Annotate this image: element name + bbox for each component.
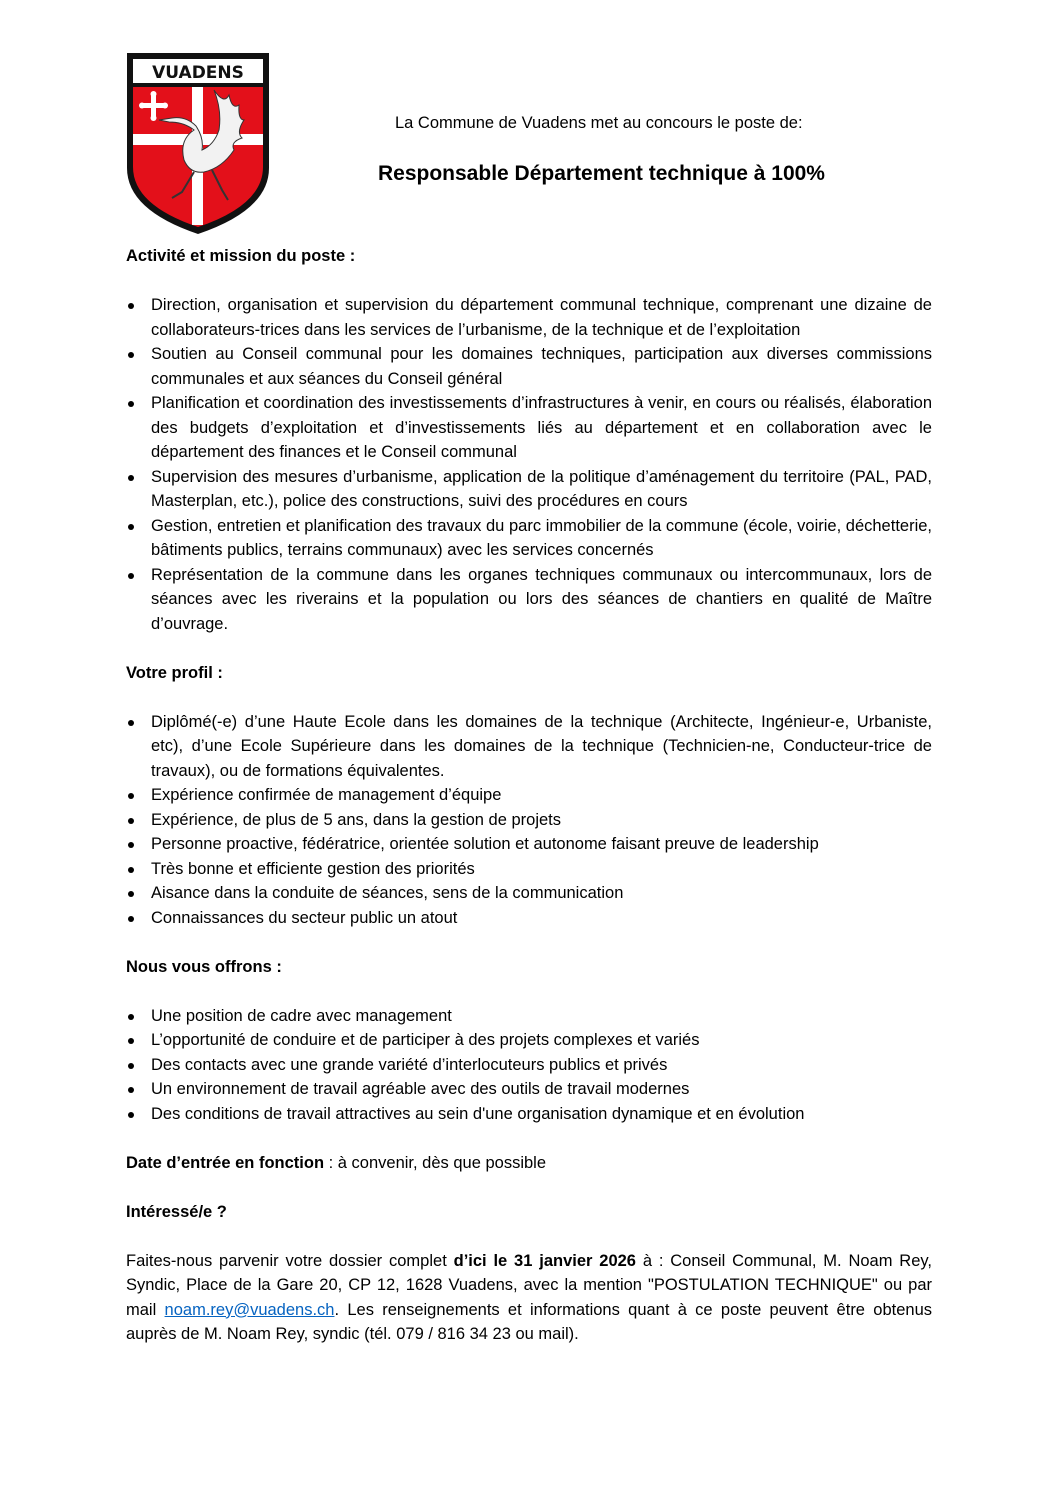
bullet-icon <box>128 475 134 481</box>
list-item: Gestion, entretien et planification des travaux du parc immobilier de la commune (école, voirie, déchetterie, bâtiments publics, terrains communaux) avec les services concernés <box>126 514 932 563</box>
bullet-icon <box>128 1038 134 1044</box>
bullet-icon <box>128 891 134 897</box>
bullet-icon <box>128 1112 134 1118</box>
logo-label: VUADENS <box>152 63 244 83</box>
list-item: Direction, organisation et supervision du département communal technique, comprenant une dizaine de collaborateurs-trices dans les services de l’urbanisme, de la technique et de l’exploitation <box>126 293 932 342</box>
list-item: Soutien au Conseil communal pour les domaines techniques, participation aux diverses commissions communales et aux séances du Conseil général <box>126 342 932 391</box>
list-item: Supervision des mesures d’urbanisme, application de la politique d’aménagement du territoire (PAL, PAD, Masterplan, etc.), police des constructions, suivi des procédures en cours <box>126 465 932 514</box>
list-item: Personne proactive, fédératrice, orientée solution et autonome faisant preuve de leadership <box>126 832 932 857</box>
bullet-icon <box>128 573 134 579</box>
start-date-label: Date d’entrée en fonction <box>126 1153 325 1172</box>
list-item: Représentation de la commune dans les organes techniques communaux ou intercommunaux, lors de séances avec les riverains et la population ou lors des séances de chantiers en qualité de Maître d’ouvrage. <box>126 563 932 637</box>
section-heading-activity: Activité et mission du poste : <box>126 247 356 265</box>
start-date-value: : à convenir, dès que possible <box>324 1153 547 1172</box>
bullet-icon <box>128 818 134 824</box>
start-date <box>126 1151 932 1176</box>
list-item: Des conditions de travail attractives au sein d'une organisation dynamique et en évolution <box>126 1102 932 1127</box>
list-item: Planification et coordination des investissements d’infrastructures à venir, en cours ou réalisés, élaboration des budgets d’exploitation et d’investissements liés au département et en collaboration avec le département des finances et le Conseil communal <box>126 391 932 465</box>
section-heading-interested: Intéressé/e ? <box>126 1202 227 1221</box>
document-body <box>126 244 932 1347</box>
list-item: Très bonne et efficiente gestion des priorités <box>126 857 932 882</box>
section-heading-profile: Votre profil : <box>126 663 223 682</box>
offer-list <box>126 1004 932 1127</box>
bullet-icon <box>128 842 134 848</box>
bullet-icon <box>128 401 134 407</box>
list-item: Expérience confirmée de management d’équipe <box>126 783 932 808</box>
job-title: Responsable Département technique à 100% <box>378 162 825 185</box>
bullet-icon <box>128 524 134 530</box>
email-link[interactable]: noam.rey@vuadens.ch <box>164 1300 335 1319</box>
bullet-icon <box>128 867 134 873</box>
bullet-icon <box>128 1063 134 1069</box>
list-item: L’opportunité de conduire et de participer à des projets complexes et variés <box>126 1028 932 1053</box>
bullet-icon <box>128 793 134 799</box>
profile-list <box>126 710 932 931</box>
bullet-icon <box>128 303 134 309</box>
list-item: Des contacts avec une grande variété d’interlocuteurs publics et privés <box>126 1053 932 1078</box>
coat-of-arms-icon <box>124 50 272 236</box>
list-item: Diplômé(-e) d’une Haute Ecole dans les domaines de la technique (Architecte, Ingénieur-e, Urbaniste, etc), d’une Ecole Supérieure dans les domaines de la technique (Technicien-ne, Conducteur-trice de travaux), ou de formations équivalentes. <box>126 710 932 784</box>
vuadens-coat-of-arms-logo <box>124 50 272 236</box>
intro-text: La Commune de Vuadens met au concours le poste de: <box>395 114 803 132</box>
list-item: Une position de cadre avec management <box>126 1004 932 1029</box>
bullet-icon <box>128 1087 134 1093</box>
list-item: Un environnement de travail agréable avec des outils de travail modernes <box>126 1077 932 1102</box>
application-instructions: Faites-nous parvenir votre dossier complet d’ici le 31 janvier 2026 à : Conseil Communal, M. Noam Rey, Syndic, Place de la Gare 20, CP 12, 1628 Vuadens, avec la mention "POSTULATION TECHNIQUE" ou par mail noam.rey@vuadens.ch. Les renseignements et informations quant à ce poste peuvent être obtenus auprès de M. Noam Rey, syndic (tél. 079 / 816 34 23 ou mail). <box>126 1251 932 1343</box>
bullet-icon <box>128 1014 134 1020</box>
list-item: Aisance dans la conduite de séances, sens de la communication <box>126 881 932 906</box>
list-item: Expérience, de plus de 5 ans, dans la gestion de projets <box>126 808 932 833</box>
bullet-icon <box>128 352 134 358</box>
activity-list <box>126 293 932 636</box>
bullet-icon <box>128 916 134 922</box>
list-item: Connaissances du secteur public un atout <box>126 906 932 931</box>
deadline: d’ici le 31 janvier 2026 <box>453 1251 636 1270</box>
bullet-icon <box>128 720 134 726</box>
section-heading-offer: Nous vous offrons : <box>126 957 282 976</box>
